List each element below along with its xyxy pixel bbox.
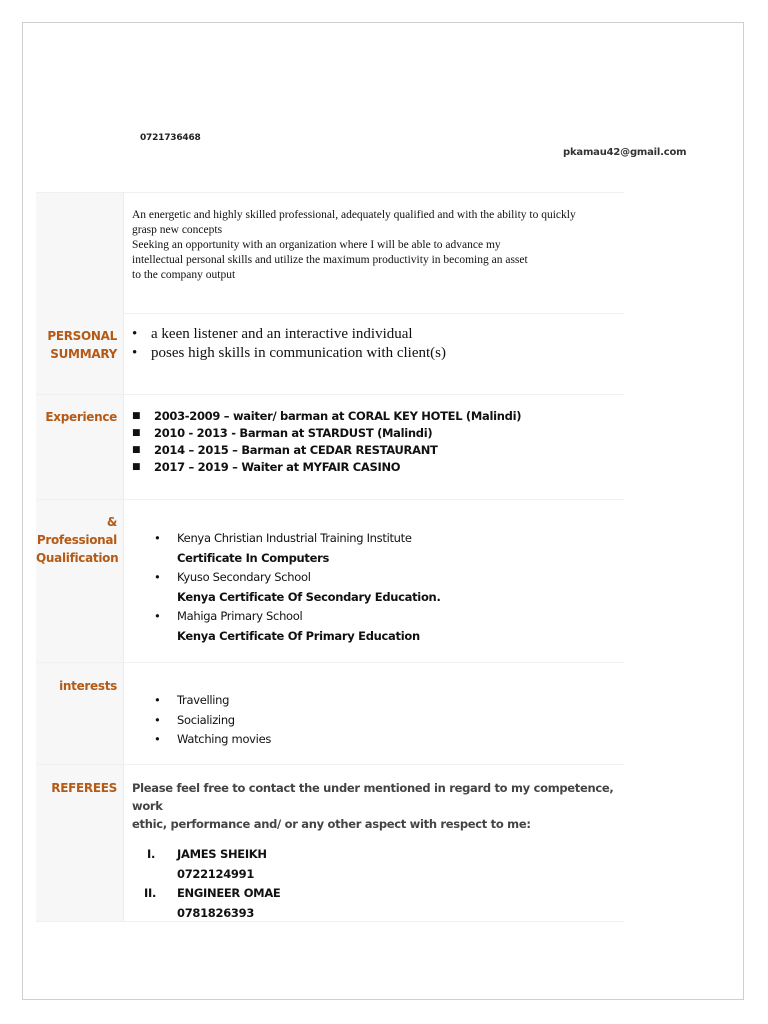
bullet-icon: • [132, 326, 138, 342]
square-bullet-icon: ■ [132, 462, 141, 472]
referees-section [36, 765, 624, 922]
referee-phone: 0722124991 [177, 866, 255, 881]
qualification-section [36, 500, 624, 663]
bullet-icon: • [132, 345, 138, 361]
bullet-icon: • [154, 570, 161, 585]
experience-item: ■ 2003-2009 – waiter/ barman at CORAL KEY HOTEL (Malindi) [132, 409, 522, 423]
interest-item: • Watching movies [132, 730, 624, 750]
objective-line: intellectual personal skills and utilize the maximum productivity in becoming an asset [132, 254, 528, 266]
referee-item [132, 845, 624, 884]
experience-item: ■ 2010 - 2013 - Barman at STARDUST (Malindi) [132, 426, 433, 440]
referee-numeral: I. [147, 847, 156, 861]
square-bullet-icon: ■ [132, 445, 141, 455]
objective-line: to the company output [132, 269, 236, 281]
summary-item: • poses high skills in communication with client(s) [132, 345, 446, 361]
bullet-icon: • [154, 732, 161, 746]
square-bullet-icon: ■ [132, 411, 141, 421]
referee-phone: 0781826393 [177, 905, 255, 920]
experience-item: ■ 2017 – 2019 – Waiter at MYFAIR CASINO [132, 460, 401, 474]
referee-item [132, 884, 624, 923]
interests-section [36, 663, 624, 765]
objective-line: An energetic and highly skilled professional, adequately qualified and with the ability to quickly [132, 209, 576, 221]
qualification-label: & Professional Qualification [36, 500, 124, 662]
phone-number: 0721736468 [140, 133, 201, 143]
referees-intro: Please feel free to contact the under mentioned in regard to my competence, work ethic, performance and/ or any other aspect with respect to me: [132, 781, 614, 831]
bullet-icon: • [154, 531, 161, 545]
qualification-item: • Kenya Christian Industrial Training Institute Certificate In Computers [154, 531, 412, 565]
referee-numeral: II. [144, 886, 157, 901]
qualification-item: • Kyuso Secondary School Kenya Certificate Of Secondary Education. [154, 570, 441, 604]
qualification-item: • Mahiga Primary School Kenya Certificate Of Primary Education [154, 609, 420, 643]
summary-item: • a keen listener and an interactive individual [132, 326, 413, 342]
objective-label [36, 193, 124, 313]
personal-summary-section [36, 313, 624, 395]
referees-label: REFEREES [36, 765, 124, 921]
interests-label: interests [36, 663, 124, 764]
bullet-icon: • [154, 712, 161, 727]
email-address: pkamau42@gmail.com [563, 147, 687, 158]
referee-name: ENGINEER OMAE [177, 886, 281, 901]
experience-label: Experience [36, 395, 124, 499]
objective-line: Seeking an opportunity with an organization where I will be able to advance my [132, 239, 501, 251]
objective-line: grasp new concepts [132, 224, 223, 236]
personal-summary-label: PERSONAL SUMMARY [36, 313, 124, 394]
referee-name: JAMES SHEIKH [177, 847, 267, 861]
bullet-icon: • [154, 693, 161, 707]
experience-item: ■ 2014 – 2015 – Barman at CEDAR RESTAURANT [132, 443, 438, 457]
interest-item: • Socializing [132, 711, 624, 731]
square-bullet-icon: ■ [132, 428, 141, 438]
experience-section [36, 395, 624, 500]
interest-item: • Travelling [132, 691, 624, 711]
bullet-icon: • [154, 609, 161, 624]
objective-section [36, 192, 624, 314]
